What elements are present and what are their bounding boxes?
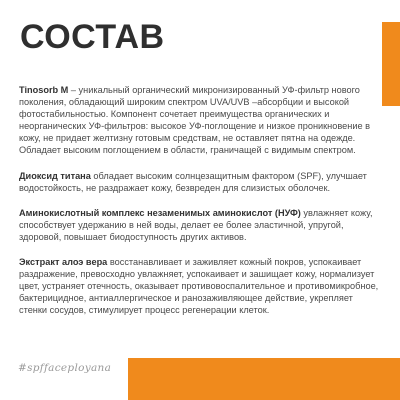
accent-bar-top bbox=[382, 22, 400, 106]
desc-amino-acids: увлажняет кожу, способствует удержанию в ней воды, делает ее более эластичной, упругой, здоровой, повышает биодоступность других активов. bbox=[19, 207, 373, 242]
desc-tinosorb: – уникальный органический микронизированный УФ-фильтр нового поколения, обладающий широким спектром UVA/UVB –абсорбции и высокой фотостабильностью. Компонент сочетает преимущества органических и неорганических УФ-фильтров: высокое УФ-поглощение и низкое проникновение в кожу, не придает желтизну готовым средствам, не оставляет пятна на одежде. Обладает высоким поглощением в области, граничащей с видимым спектром. bbox=[19, 85, 371, 156]
term-amino-acids: Аминокислотный комплекс незаменимых аминокислот (НУФ) bbox=[19, 207, 301, 218]
term-tinosorb: Tinosorb M bbox=[19, 85, 69, 95]
desc-titanium-dioxide: обладает высоким солнцезащитным фактором (SPF), улучшает водостойкость, не раздражает кожу, безвреден для слизистых оболочек. bbox=[19, 170, 367, 193]
hashtag-link[interactable]: #spffaceployana bbox=[18, 362, 112, 374]
paragraph-titanium-dioxide bbox=[19, 170, 379, 194]
term-titanium-dioxide: Диоксид титана bbox=[19, 170, 91, 181]
term-aloe-vera: Экстракт алоэ вера bbox=[19, 257, 108, 268]
ingredients-list bbox=[19, 84, 379, 330]
page-title: СОСТАВ bbox=[20, 18, 165, 56]
desc-aloe-vera: восстанавливает и заживляет кожный покров, успокаивает раздражение, превосходно увлажняет, успокаивает и зашищает кожу, нормализует цвет, устраняет отечность, оказывает противовоспалительное и противомикробное, бактерицидное, антиаллергическое и ранозаживляющее действие, укрепляет стенки сосудов, стимулирует процесс регенерации клеток. bbox=[19, 257, 379, 316]
accent-bar-bottom bbox=[128, 358, 400, 400]
paragraph-aloe-vera bbox=[19, 256, 379, 316]
paragraph-tinosorb bbox=[19, 84, 379, 157]
paragraph-amino-acids bbox=[19, 207, 379, 243]
